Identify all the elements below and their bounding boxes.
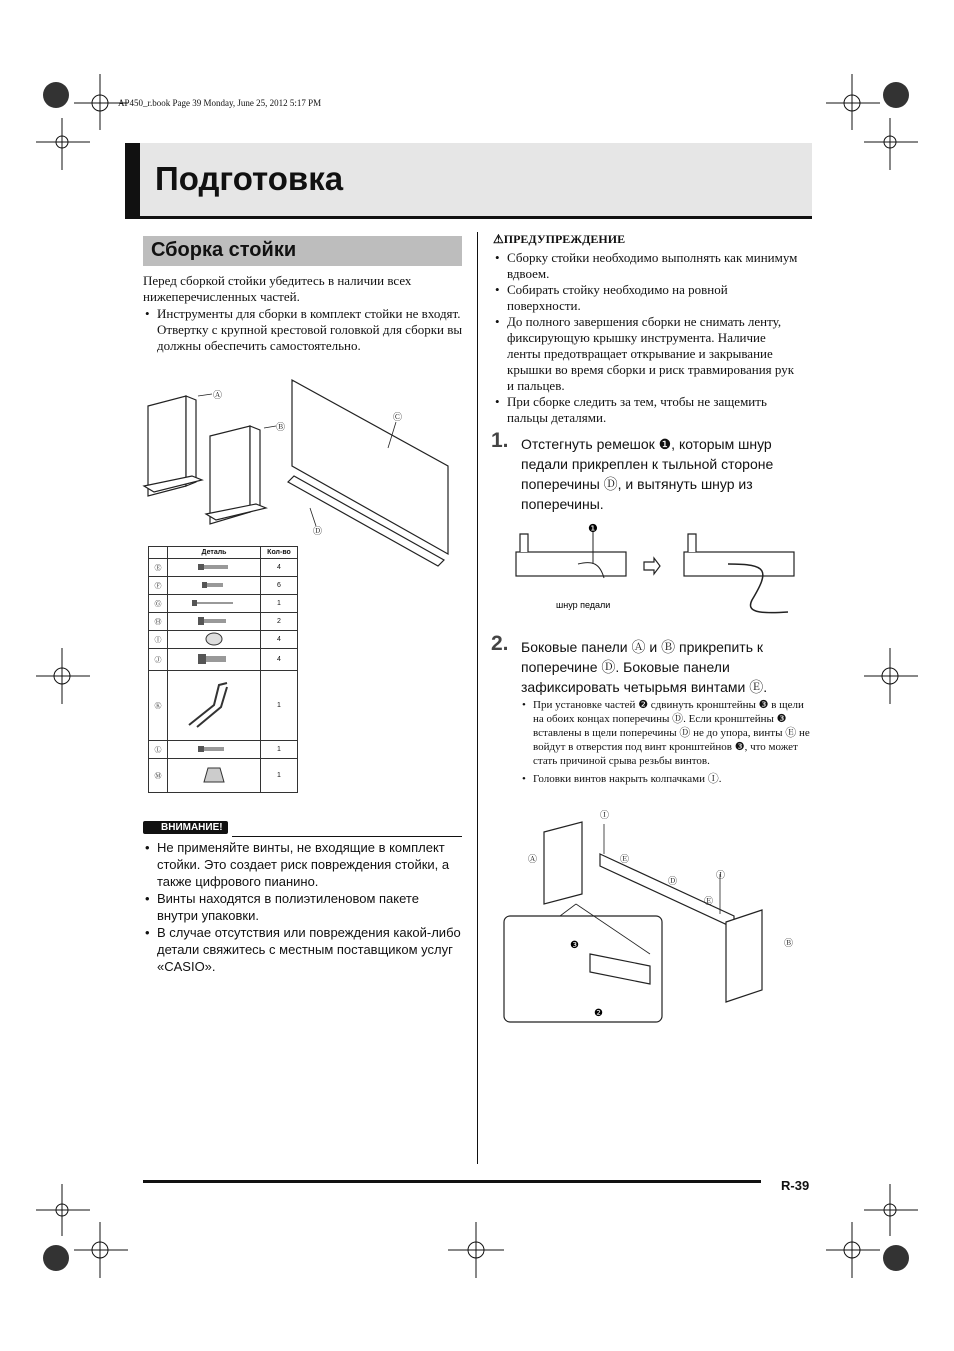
table-row: Ⓚ 1 (149, 671, 298, 741)
caution-list (143, 839, 461, 975)
warning-bullet: • При сборке следить за тем, чтобы не защемить пальцы деталями. (493, 394, 798, 426)
long-screw-icon (184, 598, 244, 608)
step-1-text: Отстегнуть ремешок ❶, которым шнур педали прикреплен к тыльной стороне поперечины Ⓓ, и вытянуть шнур из поперечины. (521, 436, 774, 512)
table-row: Ⓗ 2 (149, 613, 298, 631)
section-title: Сборка стойки (151, 239, 297, 261)
screw-icon (194, 616, 234, 626)
cap-icon (194, 632, 234, 646)
table-row: Ⓖ 1 (149, 595, 298, 613)
step-2-bullet: • Головки винтов накрыть колпачками Ⓘ. (521, 772, 811, 786)
table-header-part: Деталь (168, 547, 261, 559)
table-row: Ⓙ 4 (149, 649, 298, 671)
step2-callout-2: ❷ (594, 1008, 603, 1019)
screw-icon (194, 652, 234, 666)
caution-rule (232, 836, 462, 837)
warning-heading: ⚠ПРЕДУПРЕЖДЕНИЕ (493, 232, 626, 246)
step2-label-i: Ⓘ (600, 810, 610, 820)
table-header-qty: Кол-во (261, 547, 298, 559)
label-c: Ⓒ (393, 413, 403, 423)
warning-bullet: • Собирать стойку необходимо на ровной поверхности. (493, 282, 798, 314)
step2-label-e2: Ⓔ (704, 896, 714, 906)
table-row: Ⓛ 1 (149, 741, 298, 759)
warning-bullet: • До полного завершения сборки не снимать ленту, фиксирующую крышку инструмента. Наличие ленты предотвращает открывание и закрывание крышки во время сборки и риск травмирования рук и пальцев. (493, 314, 798, 394)
screw-icon (194, 744, 234, 754)
caution-bullet: • Винты находятся в полиэтиленовом пакете внутри упаковки. (143, 890, 461, 924)
intro-bullet: • Инструменты для сборки в комплект стойки не входят. Отвертку с крупной крестовой головкой для сборки вы должны обеспечить самостоятельно. (143, 306, 472, 354)
parts-table (148, 546, 298, 793)
warning-bullet: • Сборку стойки необходимо выполнять как минимум вдвоем. (493, 250, 798, 282)
page-number: R-39 (781, 1178, 810, 1193)
step-2-notes (521, 698, 811, 786)
step2-label-e: Ⓔ (620, 854, 630, 864)
screw-icon (194, 562, 234, 572)
intro-text: Перед сборкой стойки убедитесь в наличии всех нижеперечисленных частей. (143, 273, 412, 304)
pedal-cord-caption: шнур педали (556, 600, 611, 610)
page-title: Подготовка (155, 160, 344, 197)
warning-list (493, 250, 798, 426)
header-info: AP450_r.book Page 39 Monday, June 25, 2012 5:17 PM (118, 98, 322, 108)
table-row: Ⓜ 1 (149, 759, 298, 793)
screw-icon (194, 580, 234, 590)
step-2-number: 2. (491, 632, 509, 655)
step2-callout-3: ❸ (570, 940, 579, 951)
footer-rule (143, 1180, 761, 1183)
label-b: Ⓑ (276, 423, 286, 433)
caution-bullet: • Не применяйте винты, не входящие в комплект стойки. Это создает риск повреждения стойки, а также цифрового пианино. (143, 839, 461, 890)
warning-icon: ⚠ (493, 232, 504, 246)
clip-icon (194, 762, 234, 788)
callout-1: ❶ (588, 523, 598, 535)
caution-label: ВНИМАНИЕ! (161, 822, 223, 833)
table-row: Ⓘ 4 (149, 631, 298, 649)
step2-label-d: Ⓓ (668, 876, 678, 886)
title-rule (125, 216, 812, 219)
step2-label-i2: Ⓘ (716, 870, 726, 880)
step-2-text: Боковые панели Ⓐ и Ⓑ прикрепить к поперечине Ⓓ. Боковые панели зафиксировать четырьмя винтами Ⓔ. (521, 639, 768, 695)
label-d: Ⓓ (313, 527, 323, 537)
step-2-bullet: • При установке частей ❷ сдвинуть кронштейны ❸ в щели на обоих концах поперечины Ⓓ. Если кронштейны ❸ вставлены в щели поперечины Ⓓ не до упора, винты Ⓔ не войдут в отверстия под винт кронштейнов ❸, что может стать причиной срыва резьбы винтов. (521, 698, 811, 768)
bracket-icon (179, 675, 249, 735)
step-1-number: 1. (491, 429, 509, 452)
pedal-cord-diagram (508, 520, 798, 620)
stand-assembly-diagram (500, 804, 800, 1026)
caution-badge (143, 821, 228, 834)
table-row: Ⓔ 4 (149, 559, 298, 577)
caution-bullet: • В случае отсутствия или повреждения какой-либо детали свяжитесь с местным поставщиком услуг «CASIO». (143, 924, 461, 975)
column-divider (477, 232, 478, 1164)
step2-label-b: Ⓑ (784, 938, 794, 948)
label-a: Ⓐ (213, 391, 223, 401)
step2-label-a: Ⓐ (528, 854, 538, 864)
table-row: Ⓕ 6 (149, 577, 298, 595)
title-bar (125, 143, 140, 219)
